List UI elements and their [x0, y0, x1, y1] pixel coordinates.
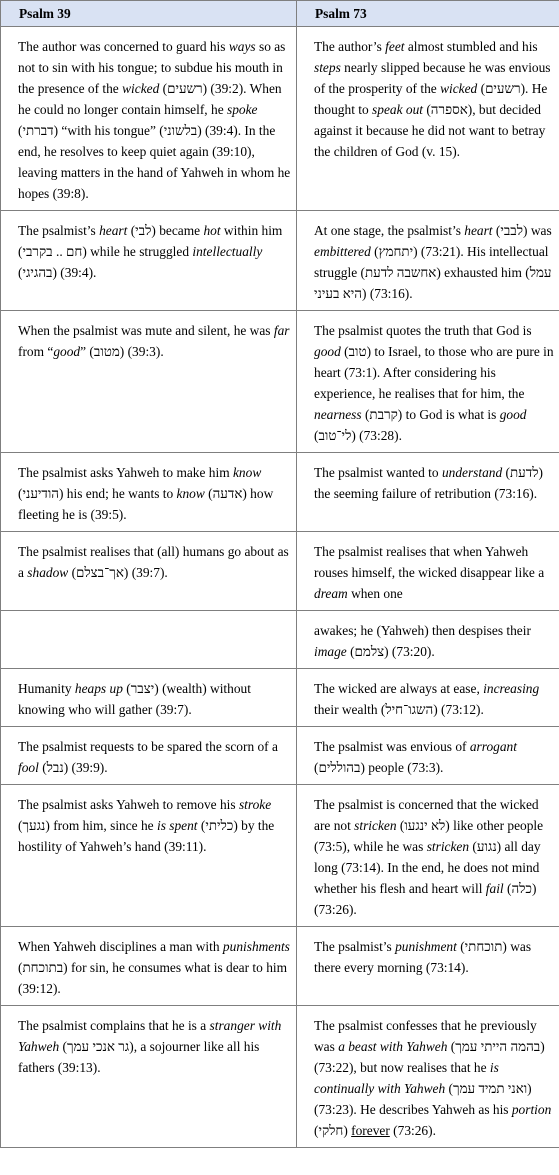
- hebrew-term: אדעה: [212, 486, 243, 501]
- hebrew-term: נבל: [46, 760, 64, 775]
- hebrew-term: הודיעני: [22, 486, 59, 501]
- cell-text: (: [18, 818, 23, 833]
- hebrew-term: לדעת: [510, 465, 539, 480]
- italic-term: heaps up: [74, 681, 123, 696]
- cell-text: The psalmist requests to be spared the scorn of a: [18, 739, 278, 754]
- hebrew-term: תוכחתי: [464, 939, 503, 954]
- italic-term: arrogant: [469, 739, 517, 754]
- hebrew-term: בתוכחת: [22, 960, 64, 975]
- table-row: [1, 211, 559, 311]
- cell-text: (: [18, 265, 23, 280]
- psalm-39-cell: [1, 453, 297, 532]
- hebrew-term: רשעים: [167, 81, 203, 96]
- hebrew-term: עמל היא בעיני: [314, 265, 552, 301]
- psalm-73-cell: [297, 1006, 559, 1148]
- cell-text: (: [469, 839, 477, 854]
- cell-text: ) by the hostility of Yahweh’s hand (39:11).: [18, 818, 275, 854]
- psalm-73-cell: [297, 611, 559, 669]
- italic-term: far: [273, 323, 290, 338]
- italic-term: ways: [228, 39, 256, 54]
- cell-text: ) people (73:3).: [360, 760, 444, 775]
- hebrew-term: ואני תמיד עמך: [453, 1081, 528, 1096]
- italic-term: know: [232, 465, 262, 480]
- hebrew-term: אך־בצלם: [76, 565, 124, 580]
- hebrew-term: לי־טוב: [318, 428, 352, 443]
- cell-text: ) all day long (73:14). In the end, he does not mind whether his flesh and heart will: [314, 839, 541, 896]
- psalm-73-cell: [297, 727, 559, 785]
- cell-text: The psalmist complains that he is a: [18, 1018, 210, 1033]
- cell-text: ) how fleeting he is (39:5).: [18, 486, 274, 522]
- cell-text: The psalmist was envious of: [314, 739, 470, 754]
- cell-text: (: [396, 818, 405, 833]
- italic-term: is continually with Yahweh: [314, 1060, 499, 1096]
- italic-term: understand: [441, 465, 503, 480]
- psalm-39-cell: [1, 311, 297, 453]
- cell-text: Humanity: [18, 681, 75, 696]
- hebrew-term: צלמם: [354, 644, 385, 659]
- italic-term: is spent: [156, 818, 198, 833]
- cell-text: from “: [18, 344, 54, 359]
- psalm-39-cell: [1, 727, 297, 785]
- cell-text: within him (: [18, 223, 283, 259]
- hebrew-term: רשעים: [485, 81, 521, 96]
- cell-text: ) (73:20).: [384, 644, 435, 659]
- cell-text: ) (39:9).: [63, 760, 108, 775]
- cell-text: (: [447, 1039, 456, 1054]
- italic-term: good: [499, 407, 527, 422]
- cell-text: The psalmist is concerned that the wicked are not: [314, 797, 539, 833]
- hebrew-term: חלקי: [318, 1123, 344, 1138]
- cell-text: ) became: [151, 223, 204, 238]
- table-row: [1, 785, 559, 927]
- cell-text: ) (73:12).: [433, 702, 484, 717]
- hebrew-term: נגוע: [476, 839, 497, 854]
- table-row: [1, 27, 559, 211]
- cell-text: ) was there every morning (73:14).: [314, 939, 532, 975]
- cell-text: (: [59, 1039, 67, 1054]
- header-psalm-39: Psalm 39: [1, 1, 297, 27]
- cell-text: ). He thought to: [314, 81, 548, 117]
- cell-text: ), a sojourner like all his fathers (39:13).: [18, 1039, 260, 1075]
- psalm-39-cell: [1, 1006, 297, 1148]
- psalm-73-cell: [297, 27, 559, 211]
- cell-text: (: [127, 223, 136, 238]
- cell-text: (: [122, 681, 131, 696]
- cell-text: (: [159, 81, 168, 96]
- italic-term: wicked: [122, 81, 160, 96]
- hebrew-term: אספרה: [430, 102, 468, 117]
- italic-term: speak out: [372, 102, 423, 117]
- table-row: [1, 453, 559, 532]
- cell-text: (: [18, 960, 23, 975]
- cell-text: The author was concerned to guard his: [18, 39, 229, 54]
- hebrew-term: כליתי: [205, 818, 234, 833]
- cell-text: The wicked are always at ease,: [314, 681, 484, 696]
- italic-term: good: [53, 344, 81, 359]
- cell-text: ) for sin, he consumes what is dear to him (39:12).: [18, 960, 288, 996]
- cell-text: ) (73:21). His intellectual struggle (: [314, 244, 549, 280]
- cell-text: their wealth (: [314, 702, 386, 717]
- psalm-73-cell: [297, 453, 559, 532]
- cell-text: ) exhausted him (: [436, 265, 530, 280]
- cell-text: ): [343, 1123, 352, 1138]
- italic-term: spoke: [227, 102, 258, 117]
- psalm-39-cell: [1, 211, 297, 311]
- cell-text: (: [38, 760, 47, 775]
- cell-text: (: [445, 1081, 453, 1096]
- psalm-73-cell: [297, 211, 559, 311]
- psalm-39-cell: [1, 611, 297, 669]
- hebrew-term: קרבת: [369, 407, 398, 422]
- italic-term: portion: [511, 1102, 552, 1117]
- psalm-39-cell: [1, 669, 297, 727]
- hebrew-term: יתחמץ: [378, 244, 414, 259]
- underlined-term: forever: [351, 1123, 390, 1138]
- hebrew-term: בהמה הייתי עמך: [455, 1039, 541, 1054]
- cell-text: (: [456, 939, 465, 954]
- table-row: [1, 611, 559, 669]
- cell-text: (: [422, 102, 431, 117]
- cell-text: ) (wealth) without knowing who will gather (39:7).: [18, 681, 251, 717]
- cell-text: The psalmist asks Yahweh to remove his: [18, 797, 239, 812]
- cell-text: (: [18, 123, 23, 138]
- italic-term: steps: [314, 60, 341, 75]
- hebrew-term: השגו־חיל: [385, 702, 434, 717]
- italic-term: fool: [18, 760, 39, 775]
- psalm-73-cell: [297, 669, 559, 727]
- cell-text: (: [361, 407, 370, 422]
- cell-text: The psalmist’s: [18, 223, 100, 238]
- cell-text: (: [370, 244, 379, 259]
- cell-text: ) to Israel, to those who are pure in heart (73:1). After considering his experience, he realises that for him, the: [314, 344, 554, 401]
- cell-text: ) (73:26).: [314, 881, 537, 917]
- cell-text: ) his end; he wants to: [59, 486, 177, 501]
- cell-text: awakes; he (Yahweh) then despises their: [314, 623, 531, 638]
- psalm-39-cell: [1, 27, 297, 211]
- cell-text: ) while he struggled: [82, 244, 193, 259]
- cell-text: (: [340, 344, 349, 359]
- hebrew-term: לא ינגעו: [404, 818, 446, 833]
- cell-text: ) from him, since he: [45, 818, 157, 833]
- table-body: [1, 27, 559, 1148]
- hebrew-term: בהגיגי: [22, 265, 53, 280]
- psalm-73-cell: [297, 532, 559, 611]
- cell-text: (: [314, 1123, 319, 1138]
- hebrew-term: מטוב: [93, 344, 120, 359]
- psalm-73-cell: [297, 927, 559, 1006]
- italic-term: punishment: [395, 939, 457, 954]
- italic-term: shadow: [27, 565, 69, 580]
- italic-term: good: [314, 344, 341, 359]
- cell-text: ) (73:28).: [351, 428, 402, 443]
- cell-text: ) (39:4).: [52, 265, 97, 280]
- table-row: [1, 311, 559, 453]
- psalm-39-cell: [1, 532, 297, 611]
- cell-text: ) to God is what is: [397, 407, 500, 422]
- cell-text: ” (: [80, 344, 94, 359]
- italic-term: feet: [385, 39, 405, 54]
- cell-text: (: [346, 644, 355, 659]
- italic-term: nearness: [314, 407, 362, 422]
- italic-term: fail: [485, 881, 504, 896]
- cell-text: (: [492, 223, 501, 238]
- cell-text: The psalmist asks Yahweh to make him: [18, 465, 233, 480]
- italic-term: wicked: [440, 81, 478, 96]
- cell-text: ) (39:4). In the end, he resolves to keep quiet again (39:10), leaving matters in the hand of Yahweh in whom he hopes (39:8).: [18, 123, 291, 201]
- cell-text: The psalmist realises that (all) humans go about as a: [18, 544, 289, 580]
- cell-text: nearly slipped because he was envious of the prosperity of the: [314, 60, 551, 96]
- cell-text: ) (39:7).: [123, 565, 168, 580]
- hebrew-term: נגעך: [22, 818, 46, 833]
- italic-term: intellectually: [192, 244, 263, 259]
- psalm-39-cell: [1, 927, 297, 1006]
- hebrew-term: בהוללים: [318, 760, 361, 775]
- hebrew-term: בלשוני: [163, 123, 198, 138]
- italic-term: stranger with Yahweh: [18, 1018, 282, 1054]
- italic-term: punishments: [222, 939, 290, 954]
- cell-text: The psalmist realises that when Yahweh rouses himself, the wicked disappear like a: [314, 544, 545, 580]
- cell-text: (: [477, 81, 486, 96]
- header-row: [1, 1, 559, 27]
- cell-text: (73:26).: [389, 1123, 436, 1138]
- table-row: [1, 1006, 559, 1148]
- hebrew-term: דברתי: [22, 123, 54, 138]
- cell-text: (: [314, 760, 319, 775]
- italic-term: stricken: [354, 818, 397, 833]
- hebrew-term: חם .. בקרבי: [22, 244, 83, 259]
- italic-term: image: [314, 644, 347, 659]
- cell-text: When the psalmist was mute and silent, he was: [18, 323, 274, 338]
- cell-text: ) (39:3).: [119, 344, 164, 359]
- italic-term: increasing: [483, 681, 540, 696]
- italic-term: heart: [99, 223, 128, 238]
- cell-text: ) (73:16).: [362, 286, 413, 301]
- cell-text: (: [503, 881, 512, 896]
- cell-text: ) was: [523, 223, 552, 238]
- cell-text: ) “with his tongue” (: [53, 123, 164, 138]
- hebrew-term: לבי: [135, 223, 152, 238]
- psalm-73-cell: [297, 785, 559, 927]
- cell-text: (: [204, 486, 213, 501]
- table-row: [1, 669, 559, 727]
- cell-text: (: [197, 818, 206, 833]
- cell-text: ) (73:23). He describes Yahweh as his: [314, 1081, 532, 1117]
- table-row: [1, 927, 559, 1006]
- italic-term: know: [176, 486, 205, 501]
- table-row: [1, 727, 559, 785]
- hebrew-term: לבבי: [500, 223, 524, 238]
- psalm-73-cell: [297, 311, 559, 453]
- cell-text: almost stumbled and his: [404, 39, 538, 54]
- cell-text: ) (39:2). When he could no longer contain himself, he: [18, 81, 282, 117]
- cell-text: The psalmist quotes the truth that God is: [314, 323, 532, 338]
- hebrew-term: טוב: [348, 344, 367, 359]
- hebrew-term: גר אנכי עמך: [67, 1039, 130, 1054]
- cell-text: so as not to sin with his tongue; to subdue his mouth in the presence of the: [18, 39, 286, 96]
- cell-text: When Yahweh disciplines a man with: [18, 939, 223, 954]
- cell-text: The psalmist wanted to: [314, 465, 442, 480]
- cell-text: The psalmist’s: [314, 939, 396, 954]
- italic-term: heart: [464, 223, 493, 238]
- cell-text: ) like other people (73:5), while he was: [314, 818, 544, 854]
- header-psalm-73: Psalm 73: [297, 1, 559, 27]
- table-row: [1, 532, 559, 611]
- cell-text: ) the seeming failure of retribution (73:16).: [314, 465, 543, 501]
- italic-term: embittered: [314, 244, 371, 259]
- psalm-39-cell: [1, 785, 297, 927]
- cell-text: The psalmist confesses that he previously was: [314, 1018, 537, 1054]
- hebrew-term: כלה: [511, 881, 532, 896]
- hebrew-term: אחשבה לדעת: [364, 265, 437, 280]
- italic-term: a beast with Yahweh: [338, 1039, 448, 1054]
- italic-term: hot: [203, 223, 221, 238]
- cell-text: ), but decided against it because he did not want to betray the children of God (v. 15).: [314, 102, 546, 159]
- cell-text: (: [18, 486, 23, 501]
- hebrew-term: יצבר: [130, 681, 155, 696]
- italic-term: stricken: [426, 839, 470, 854]
- cell-text: ) (73:22), but now realises that he: [314, 1039, 545, 1075]
- cell-text: The author’s: [314, 39, 386, 54]
- cell-text: At one stage, the psalmist’s: [314, 223, 465, 238]
- cell-text: when one: [347, 586, 403, 601]
- cell-text: (: [68, 565, 77, 580]
- cell-text: (: [502, 465, 511, 480]
- italic-term: dream: [314, 586, 348, 601]
- cell-text: (: [314, 428, 319, 443]
- italic-term: stroke: [238, 797, 272, 812]
